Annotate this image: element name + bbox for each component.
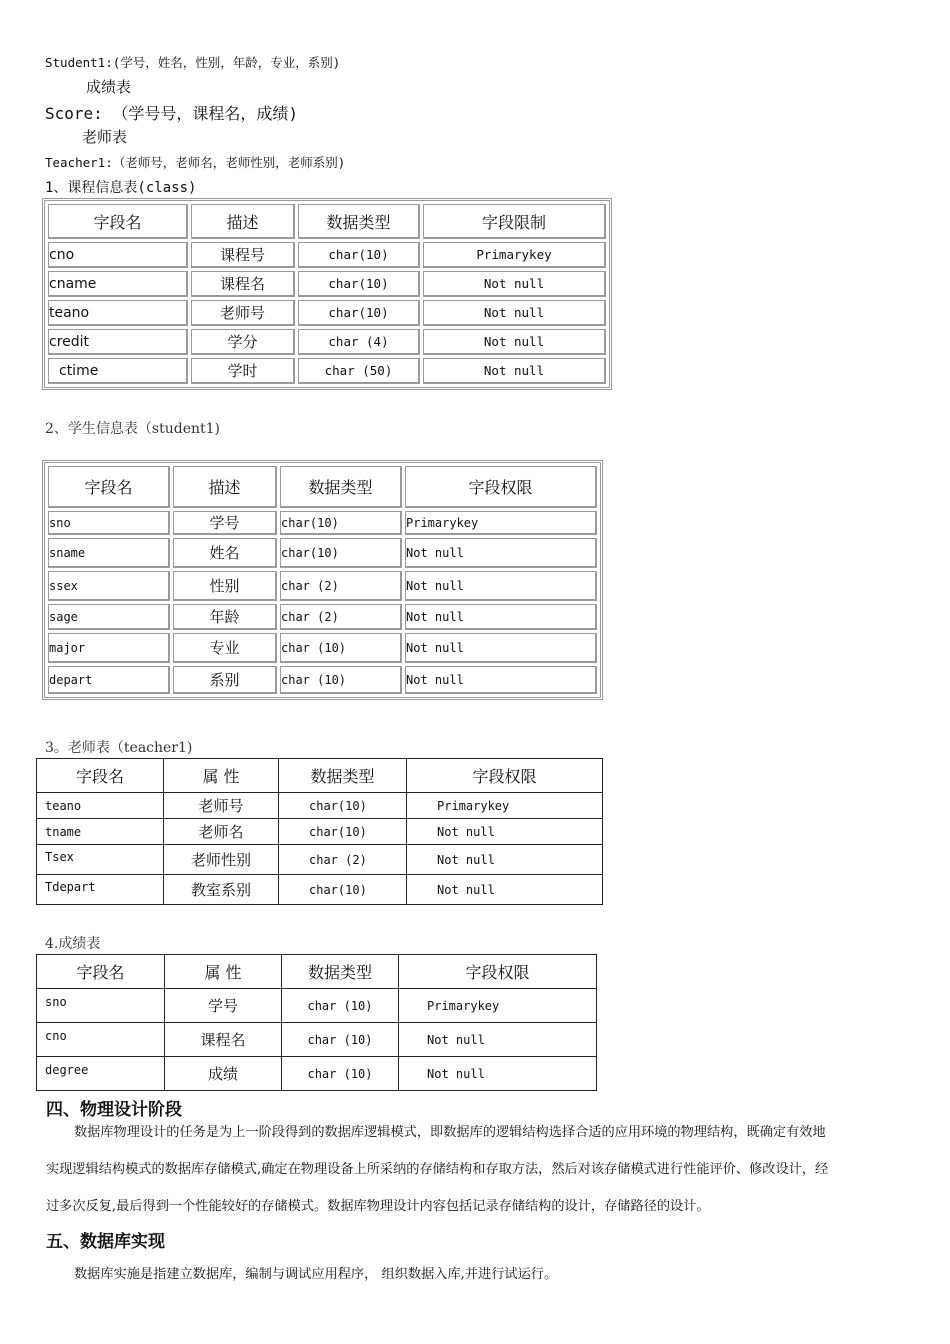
description-cell: 系别 [173, 666, 277, 694]
section4-heading: 四、物理设计阶段 [46, 1100, 182, 1120]
type-cell: char(10) [281, 515, 339, 530]
header-cell: 字段名 [48, 204, 188, 239]
permission-cell: Primarykey [406, 515, 479, 530]
attribute-cell: 老师名 [164, 819, 279, 845]
table-row [48, 511, 597, 535]
attribute-cell: 学号 [165, 989, 282, 1023]
attribute-cell: 课程名 [165, 1023, 282, 1057]
field-name-cell: major [49, 640, 86, 655]
type-cell: char (50) [324, 362, 393, 378]
header-cell: 描述 [191, 204, 295, 239]
permission-cell: Not null [427, 1066, 485, 1081]
constraint-cell: Primarykey [476, 246, 552, 262]
constraint-cell: Not null [483, 362, 545, 378]
type-cell: char(10) [309, 798, 367, 813]
type-cell: char (10) [307, 998, 373, 1013]
type-cell: char(10) [309, 882, 367, 897]
type-cell: char (10) [307, 1066, 373, 1081]
table-row [48, 604, 597, 630]
course-info-table [42, 198, 612, 390]
field-name-cell: teano [48, 300, 188, 326]
table3-title: 3。老师表（teacher1) [45, 740, 193, 756]
table-header-row [48, 466, 597, 508]
permission-cell: Not null [437, 824, 495, 839]
permission-cell: Not null [406, 545, 464, 560]
field-name-cell: sage [49, 609, 78, 624]
type-cell: char(10) [309, 824, 367, 839]
header-cell: 字段名 [37, 759, 164, 793]
header-cell: 数据类型 [280, 466, 402, 508]
attribute-cell: 教室系别 [164, 875, 279, 905]
description-cell: 课程名 [191, 271, 295, 297]
student-info-table [42, 460, 603, 700]
type-cell: char (4) [328, 333, 389, 349]
description-cell: 课程号 [191, 242, 295, 268]
field-name-cell: ctime [48, 358, 188, 384]
table-row [37, 1023, 597, 1057]
type-cell: char (2) [281, 609, 339, 624]
header-cell: 数据类型 [279, 759, 407, 793]
field-name-cell: teano [45, 798, 82, 813]
teacher-schema-line: Teacher1:（老师号，老师名，老师性别，老师系别) [45, 155, 346, 170]
attribute-cell: 老师号 [164, 793, 279, 819]
teacher-caption: 老师表 [82, 128, 128, 146]
permission-cell: Not null [406, 640, 464, 655]
type-cell: char (10) [281, 672, 347, 687]
teacher-table [36, 758, 603, 905]
permission-cell: Not null [437, 882, 495, 897]
table-row [48, 329, 606, 355]
type-cell: char(10) [328, 275, 389, 291]
field-name-cell: cname [48, 271, 188, 297]
description-cell: 学分 [191, 329, 295, 355]
field-name-cell: degree [45, 1063, 89, 1077]
field-name-cell: sno [49, 515, 71, 530]
table-row [37, 819, 603, 845]
score-caption: 成绩表 [86, 78, 132, 96]
header-cell: 属 性 [165, 955, 282, 989]
header-cell: 字段权限 [407, 759, 603, 793]
type-cell: char (2) [281, 578, 339, 593]
field-name-cell: sname [49, 545, 86, 560]
permission-cell: Not null [437, 852, 495, 867]
table-row [48, 633, 597, 663]
table-header-row [37, 759, 603, 793]
field-name-cell: credit [48, 329, 188, 355]
permission-cell: Not null [427, 1032, 485, 1047]
permission-cell: Primarykey [427, 998, 500, 1013]
type-cell: char (2) [309, 852, 367, 867]
type-cell: char (10) [307, 1032, 373, 1047]
table4-title: 4.成绩表 [45, 936, 101, 952]
table2-title: 2、学生信息表（student1) [45, 421, 220, 437]
constraint-cell: Not null [483, 275, 545, 291]
constraint-cell: Not null [483, 333, 545, 349]
section5-paragraph-line: 数据库实施是指建立数据库，编制与调试应用程序， 组织数据入库,并进行试运行。 [74, 1267, 558, 1282]
table-row [37, 1057, 597, 1091]
permission-cell: Not null [406, 672, 464, 687]
table-row [48, 271, 606, 297]
description-cell: 姓名 [173, 538, 277, 568]
header-cell: 字段限制 [423, 204, 606, 239]
constraint-cell: Not null [483, 304, 545, 320]
field-name-cell: cno [45, 1029, 67, 1043]
field-name-cell: ssex [49, 578, 78, 593]
permission-cell: Not null [406, 578, 464, 593]
student-schema-line: Student1:(学号，姓名，性别，年龄，专业，系别) [45, 55, 341, 70]
section4-paragraph-line: 过多次反复,最后得到一个性能较好的存储模式。数据库物理设计内容包括记录存储结构的设计，存储路径的设计。 [46, 1199, 710, 1214]
description-cell: 学时 [191, 358, 295, 384]
table-row [37, 875, 603, 905]
table-row [37, 989, 597, 1023]
field-name-cell: cno [48, 242, 188, 268]
header-cell: 属 性 [164, 759, 279, 793]
header-cell: 字段名 [37, 955, 165, 989]
score-schema-line: Score: （学号号，课程名，成绩) [45, 104, 299, 123]
type-cell: char(10) [328, 304, 389, 320]
header-cell: 字段权限 [399, 955, 597, 989]
section4-paragraph-line: 数据库物理设计的任务是为上一阶段得到的数据库逻辑模式，即数据库的逻辑结构选择合适的应用环境的物理结构，既确定有效地 [74, 1125, 826, 1140]
table-header-row [37, 955, 597, 989]
field-name-cell: depart [49, 672, 93, 687]
header-cell: 描述 [173, 466, 277, 508]
description-cell: 专业 [173, 633, 277, 663]
attribute-cell: 成绩 [165, 1057, 282, 1091]
description-cell: 学号 [173, 511, 277, 535]
table-row [48, 666, 597, 694]
table1-title: 1、课程信息表(class) [45, 180, 197, 196]
field-name-cell: Tsex [45, 850, 74, 864]
permission-cell: Not null [406, 609, 464, 624]
field-name-cell: sno [45, 995, 67, 1009]
header-cell: 数据类型 [282, 955, 399, 989]
section4-paragraph-line: 实现逻辑结构模式的数据库存储模式,确定在物理设备上所采纳的存储结构和存取方法，然后对该存储模式进行性能评价、修改设计，经 [46, 1162, 829, 1177]
description-cell: 性别 [173, 571, 277, 601]
description-cell: 老师号 [191, 300, 295, 326]
table-row [37, 793, 603, 819]
type-cell: char(10) [328, 246, 389, 262]
score-table [36, 954, 597, 1091]
table-row [48, 538, 597, 568]
table-row [48, 300, 606, 326]
table-row [48, 571, 597, 601]
header-cell: 数据类型 [298, 204, 420, 239]
section5-heading: 五、数据库实现 [46, 1232, 165, 1252]
table-header-row [48, 204, 606, 239]
type-cell: char (10) [281, 640, 347, 655]
field-name-cell: Tdepart [45, 880, 96, 894]
field-name-cell: tname [45, 824, 82, 839]
permission-cell: Primarykey [437, 798, 510, 813]
type-cell: char(10) [281, 545, 339, 560]
header-cell: 字段名 [48, 466, 170, 508]
table-row [48, 242, 606, 268]
attribute-cell: 老师性别 [164, 845, 279, 875]
description-cell: 年龄 [173, 604, 277, 630]
table-row [37, 845, 603, 875]
header-cell: 字段权限 [405, 466, 597, 508]
table-row [48, 358, 606, 384]
